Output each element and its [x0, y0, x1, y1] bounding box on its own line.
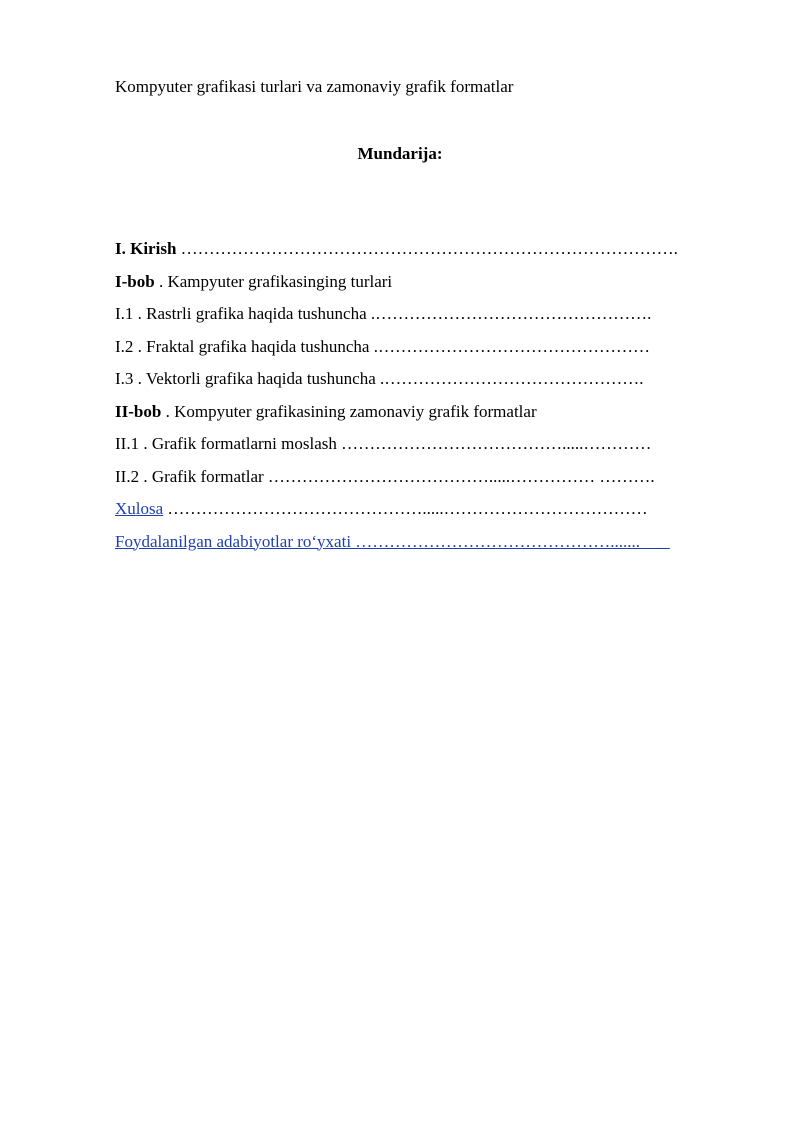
toc-entry-i3[interactable]: I.3 . Vektorli grafika haqida tushuncha .……………………………………….: [115, 369, 644, 388]
toc-entry-leader: …………………………………………………………………………….: [176, 239, 678, 258]
toc-entry-leader: ……………………………………….....………………………………: [163, 499, 648, 518]
toc-heading: Mundarija:: [357, 144, 443, 163]
toc-entry-label: I-bob: [115, 271, 155, 291]
toc-entry-label: II-bob: [115, 401, 162, 421]
adabiyotlar-link[interactable]: Foydalanilgan adabiyotlar ro‘yxati ……………………………………….......: [115, 531, 670, 551]
toc-entry-ii1[interactable]: II.1 . Grafik formatlarni moslash ………………………………….....…………: [115, 434, 652, 453]
toc-entry-xulosa[interactable]: [115, 498, 735, 531]
table-of-contents: [115, 238, 735, 563]
toc-entry-ii2[interactable]: II.2 . Grafik formatlar ………………………………….....…………… ……….: [115, 466, 655, 486]
document-title: Kompyuter grafikasi turlari va zamonaviy grafik formatlar: [115, 77, 514, 96]
toc-entry-i1[interactable]: I.1 . Rastrli grafika haqida tushuncha .………………………………………….: [115, 304, 652, 323]
toc-entry-title: . Kampyuter grafikasinging turlari: [154, 271, 393, 291]
xulosa-link[interactable]: Xulosa: [115, 499, 164, 518]
toc-entry-bob-1[interactable]: [115, 271, 735, 304]
toc-entry-i2[interactable]: I.2 . Fraktal grafika haqida tushuncha .…………………………………………: [115, 336, 650, 356]
toc-entry-kirish[interactable]: [115, 238, 735, 271]
toc-entry-title: . Kompyuter grafikasining zamonaviy grafik formatlar: [161, 401, 537, 421]
toc-entry-bob-2[interactable]: [115, 401, 735, 434]
toc-entry-adabiyotlar[interactable]: [115, 531, 735, 564]
toc-entry-label: I. Kirish: [115, 239, 177, 258]
